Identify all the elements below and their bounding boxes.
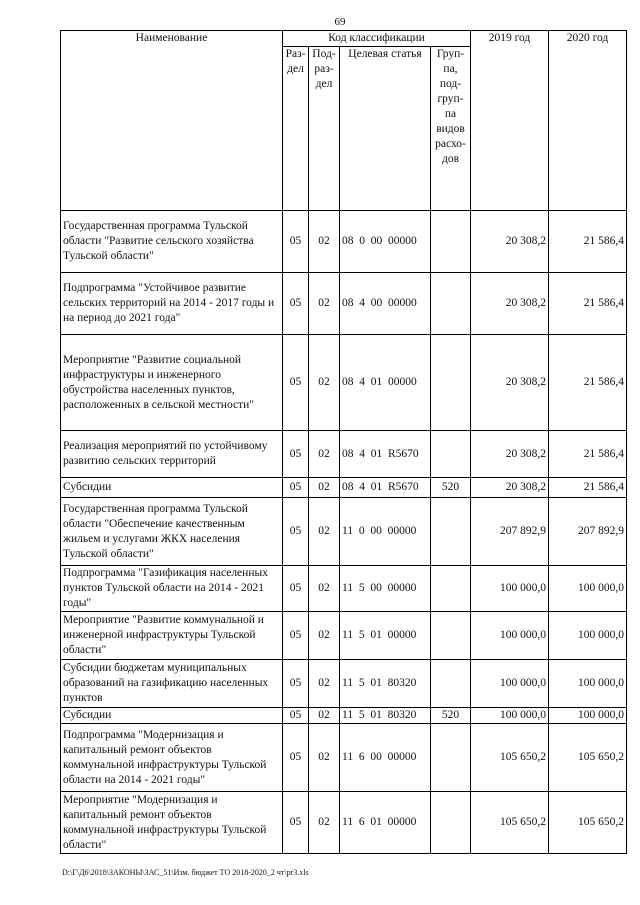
row-amount-2020: 100 000,0	[549, 660, 627, 708]
row-name: Субсидии бюджетам муниципальных образований на газификацию населенных пунктов	[61, 660, 283, 708]
row-name: Подпрограмма "Газификация населенных пунктов Тульской области на 2014 - 2021 годы"	[61, 566, 283, 612]
table-row	[61, 431, 627, 478]
row-target-article: 08 4 01 R5670	[340, 478, 431, 498]
row-section: 05	[283, 708, 309, 724]
row-expense-group	[431, 660, 471, 708]
page-number: 69	[334, 16, 346, 28]
header-2019: 2019 год	[471, 31, 549, 211]
row-amount-2019: 20 308,2	[471, 478, 549, 498]
row-name: Мероприятие "Развитие коммунальной и инженерной инфраструктуры Тульской области"	[61, 612, 283, 660]
row-expense-group	[431, 431, 471, 478]
row-amount-2019: 105 650,2	[471, 724, 549, 792]
row-expense-group	[431, 792, 471, 854]
row-amount-2020: 21 586,4	[549, 211, 627, 273]
row-expense-group	[431, 566, 471, 612]
row-subsection: 02	[309, 792, 340, 854]
row-subsection: 02	[309, 431, 340, 478]
table-row	[61, 612, 627, 660]
table-row	[61, 478, 627, 498]
row-subsection: 02	[309, 335, 340, 431]
row-subsection: 02	[309, 612, 340, 660]
table-row	[61, 566, 627, 612]
row-subsection: 02	[309, 498, 340, 566]
row-target-article: 08 4 01 R5670	[340, 431, 431, 478]
row-section: 05	[283, 724, 309, 792]
row-amount-2019: 20 308,2	[471, 273, 549, 335]
row-subsection: 02	[309, 478, 340, 498]
row-amount-2020: 207 892,9	[549, 498, 627, 566]
row-name: Мероприятие "Модернизация и капитальный ремонт объектов коммунальной инфраструктуры Тульской области"	[61, 792, 283, 854]
row-expense-group: 520	[431, 478, 471, 498]
row-name: Субсидии	[61, 708, 283, 724]
row-amount-2020: 100 000,0	[549, 708, 627, 724]
budget-table	[60, 30, 627, 854]
header-target: Целевая статья	[340, 47, 431, 211]
row-expense-group	[431, 724, 471, 792]
row-name: Государственная программа Тульской области "Развитие сельского хозяйства Тульской области"	[61, 211, 283, 273]
row-target-article: 08 4 01 00000	[340, 335, 431, 431]
header-subsection: Под- раз- дел	[309, 47, 340, 211]
row-amount-2019: 100 000,0	[471, 660, 549, 708]
row-amount-2019: 100 000,0	[471, 708, 549, 724]
row-target-article: 11 5 01 00000	[340, 612, 431, 660]
row-amount-2019: 20 308,2	[471, 211, 549, 273]
row-section: 05	[283, 660, 309, 708]
row-amount-2020: 21 586,4	[549, 431, 627, 478]
row-amount-2020: 100 000,0	[549, 566, 627, 612]
row-target-article: 11 5 01 80320	[340, 660, 431, 708]
row-amount-2019: 100 000,0	[471, 566, 549, 612]
row-subsection: 02	[309, 708, 340, 724]
header-classification: Код классификации	[283, 31, 471, 47]
table-row	[61, 708, 627, 724]
header-group: Груп- па, под- груп- па видов расхо- дов	[431, 47, 471, 211]
row-target-article: 11 6 01 00000	[340, 792, 431, 854]
row-amount-2020: 21 586,4	[549, 273, 627, 335]
row-expense-group	[431, 498, 471, 566]
table-row	[61, 724, 627, 792]
table-row	[61, 498, 627, 566]
row-name: Реализация мероприятий по устойчивому развитию сельских территорий	[61, 431, 283, 478]
row-subsection: 02	[309, 724, 340, 792]
row-expense-group	[431, 335, 471, 431]
row-target-article: 11 5 00 00000	[340, 566, 431, 612]
row-amount-2020: 21 586,4	[549, 478, 627, 498]
row-name: Государственная программа Тульской области "Обеспечение качественным жильем и услугами ЖКХ населения Тульской области"	[61, 498, 283, 566]
row-section: 05	[283, 612, 309, 660]
row-target-article: 08 0 00 00000	[340, 211, 431, 273]
row-target-article: 11 5 01 80320	[340, 708, 431, 724]
row-section: 05	[283, 273, 309, 335]
row-amount-2020: 21 586,4	[549, 335, 627, 431]
row-amount-2020: 105 650,2	[549, 792, 627, 854]
table-row	[61, 792, 627, 854]
row-section: 05	[283, 335, 309, 431]
row-expense-group: 520	[431, 708, 471, 724]
row-section: 05	[283, 792, 309, 854]
row-amount-2020: 105 650,2	[549, 724, 627, 792]
row-name: Подпрограмма "Модернизация и капитальный ремонт объектов коммунальной инфраструктуры Тульской области на 2014 - 2021 годы"	[61, 724, 283, 792]
row-subsection: 02	[309, 566, 340, 612]
row-expense-group	[431, 273, 471, 335]
header-section: Раз- дел	[283, 47, 309, 211]
header-2020: 2020 год	[549, 31, 627, 211]
row-section: 05	[283, 431, 309, 478]
row-expense-group	[431, 612, 471, 660]
row-amount-2019: 100 000,0	[471, 612, 549, 660]
file-path-footer: D:\Г\Д6\2018\ЗАКОНЫ\ЗАС_51\Изм. бюджет ТО 2018-2020_2 чт\pr3.xls	[62, 868, 309, 877]
row-subsection: 02	[309, 273, 340, 335]
table-row	[61, 211, 627, 273]
row-name: Субсидии	[61, 478, 283, 498]
header-name: Наименование	[61, 31, 283, 211]
row-amount-2019: 207 892,9	[471, 498, 549, 566]
table-row	[61, 335, 627, 431]
row-subsection: 02	[309, 211, 340, 273]
row-section: 05	[283, 478, 309, 498]
row-name: Подпрограмма "Устойчивое развитие сельских территорий на 2014 - 2017 годы и на период до 2021 года"	[61, 273, 283, 335]
row-target-article: 11 6 00 00000	[340, 724, 431, 792]
row-section: 05	[283, 498, 309, 566]
row-amount-2019: 105 650,2	[471, 792, 549, 854]
row-subsection: 02	[309, 660, 340, 708]
row-section: 05	[283, 211, 309, 273]
row-target-article: 11 0 00 00000	[340, 498, 431, 566]
table-row	[61, 660, 627, 708]
row-amount-2019: 20 308,2	[471, 431, 549, 478]
row-expense-group	[431, 211, 471, 273]
row-amount-2020: 100 000,0	[549, 612, 627, 660]
row-amount-2019: 20 308,2	[471, 335, 549, 431]
table-row	[61, 273, 627, 335]
row-name: Мероприятие "Развитие социальной инфраструктуры и инженерного обустройства населенных пунктов, расположенных в сельской местности"	[61, 335, 283, 431]
row-target-article: 08 4 00 00000	[340, 273, 431, 335]
row-section: 05	[283, 566, 309, 612]
